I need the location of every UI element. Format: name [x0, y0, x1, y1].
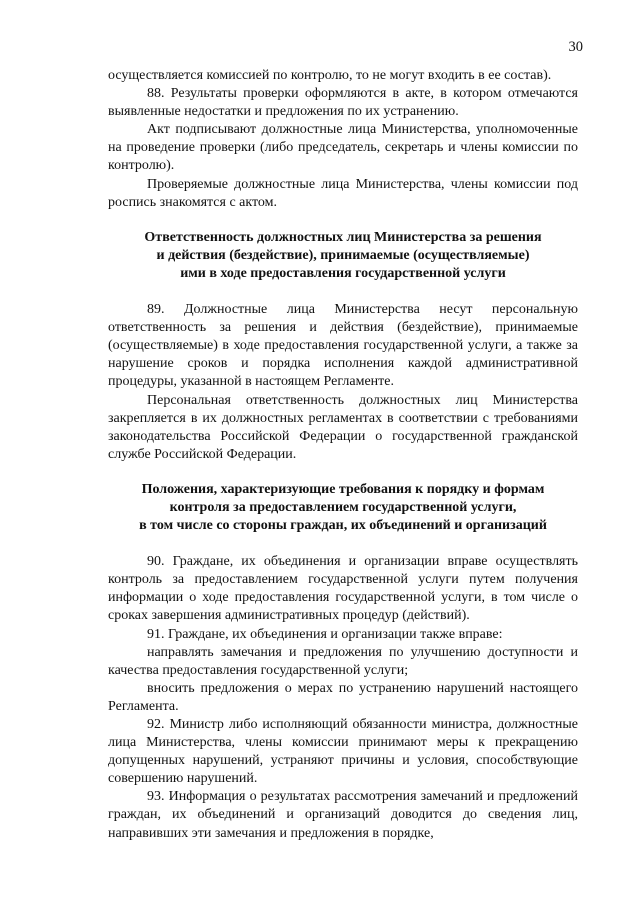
paragraph-89: 89. Должностные лица Министерства несут персональную ответственность за решения и действия (бездействие), принимаемые (осуществляемые) в ходе предоставления государственной услуги, а также за нарушение сроков и порядка исполнения каждой административной процедуры, указанной в настоящем Регламенте. — [108, 302, 578, 390]
paragraph-proposals: вносить предложения о мерах по устранению нарушений настоящего Регламента. — [108, 680, 578, 714]
paragraph-90: 90. Граждане, их объединения и организации вправе осуществлять контроль за предоставлением государственной услуги путем получения информации о ходе предоставления государственной услуги, в том числе о сроках завершения административных процедур (действий). — [108, 554, 578, 624]
paragraph-remarks: направлять замечания и предложения по улучшению доступности и качества предоставления государственной услуги; — [108, 644, 578, 678]
heading-line: в том числе со стороны граждан, их объединений и организаций — [139, 518, 547, 534]
section-heading-responsibility — [108, 229, 578, 283]
paragraph-act-signers: Акт подписывают должностные лица Министерства, уполномоченные на проведение проверки (либо председатель, секретарь и члены комиссии по контролю). — [108, 122, 578, 174]
page-body — [108, 67, 578, 843]
paragraph-88: 88. Результаты проверки оформляются в акте, в котором отмечаются выявленные недостатки и предложения по их устранению. — [108, 86, 578, 120]
heading-line: ими в ходе предоставления государственной услуги — [180, 265, 506, 281]
paragraph-93: 93. Информация о результатах рассмотрения замечаний и предложений граждан, их объединений и организаций доводится до сведения лиц, направивших эти замечания и предложения в порядке, — [108, 789, 578, 841]
heading-line: и действия (бездействие), принимаемые (осуществляемые) — [156, 247, 530, 263]
section-heading-control — [108, 481, 578, 535]
paragraph-act-acknowledgement: Проверяемые должностные лица Министерства, члены комиссии под роспись знакомятся с актом. — [108, 176, 578, 210]
heading-line: контроля за предоставлением государственной услуги, — [169, 499, 517, 515]
page-number: 30 — [568, 39, 583, 55]
heading-line: Положения, характеризующие требования к порядку и формам — [141, 481, 545, 497]
spacer — [108, 212, 578, 229]
heading-line: Ответственность должностных лиц Министерства за решения — [144, 229, 542, 245]
spacer — [108, 464, 578, 481]
paragraph-91: 91. Граждане, их объединения и организации также вправе: — [147, 626, 503, 642]
paragraph-personal-responsibility: Персональная ответственность должностных лиц Министерства закрепляется в их должностных регламентах в соответствии с требованиями законодательства Российской Федерации о государственной гражданской службе Российской Федерации. — [108, 392, 578, 462]
paragraph-92: 92. Министр либо исполняющий обязанности министра, должностные лица Министерства, члены комиссии принимают меры к прекращению допущенных нарушений, устраняют причины и условия, способствующие совершению нарушений. — [108, 717, 578, 787]
spacer — [108, 535, 578, 553]
paragraph-continuation: осуществляется комиссией по контролю, то не могут входить в ее состав). — [108, 68, 552, 83]
spacer — [108, 283, 578, 301]
